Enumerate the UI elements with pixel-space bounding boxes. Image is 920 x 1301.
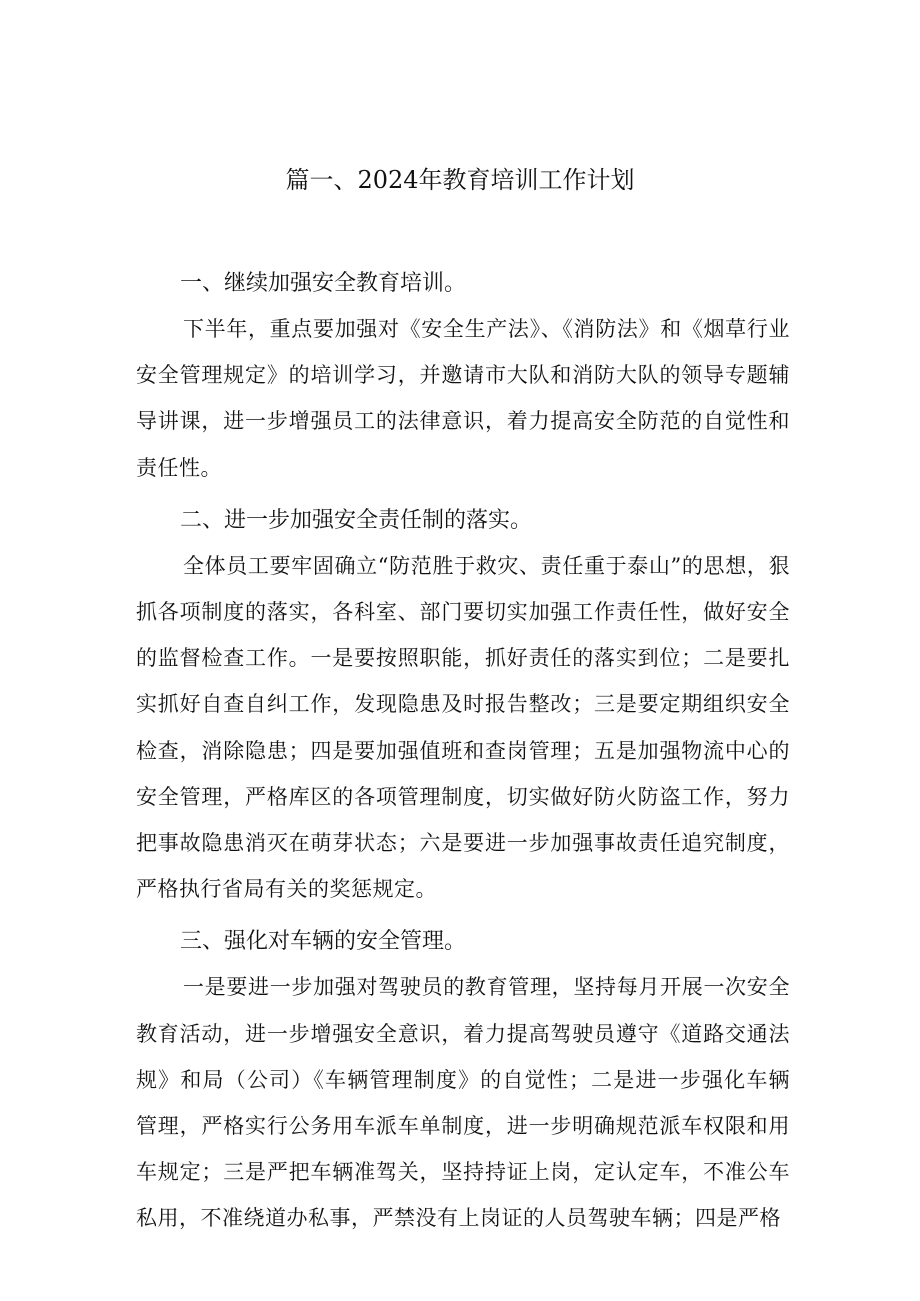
section-heading: 三、强化对车辆的安全管理。: [180, 929, 467, 955]
section-2: [136, 499, 790, 913]
section-heading: 二、进一步加强安全责任制的落实。: [180, 507, 533, 533]
section-paragraph: 下半年，重点要加强对《安全生产法》、《消防法》和《烟草行业安全管理规定》的培训学习，并邀请市大队和消防大队的领导专题辅导讲课，进一步增强员工的法律意识，着力提高安全防范的自觉性和责任性。: [136, 317, 790, 480]
document-body: [136, 262, 790, 1250]
document-title: 篇一、2024年教育培训工作计划: [285, 166, 635, 194]
section-1: [136, 262, 790, 491]
section-paragraph: 一是要进一步加强对驾驶员的教育管理，坚持每月开展一次安全教育活动，进一步增强安全意识，着力提高驾驶员遵守《道路交通法规》和局（公司）《车辆管理制度》的自觉性；二是进一步强化车辆管理，严格实行公务用车派车单制度，进一步明确规范派车权限和用车规定；三是严把车辆准驾关，坚持持证上岗，定认定车，不准公车私用，不准绕道办私事，严禁没有上岗证的人员驾驶车辆；四是严格: [136, 975, 790, 1231]
section-3: [136, 920, 790, 1241]
section-paragraph: 全体员工要牢固确立“防范胜于救灾、责任重于泰山”的思想，狠抓各项制度的落实，各科室、部门要切实加强工作责任性，做好安全的监督检查工作。一是要按照职能，抓好责任的落实到位；二是要扎实抓好自查自纠工作，发现隐患及时报告整改；三是要定期组织安全检查，消除隐患；四是要加强值班和查岗管理；五是加强物流中心的安全管理，严格库区的各项管理制度，切实做好防火防盗工作，努力把事故隐患消灭在萌芽状态；六是要进一步加强事故责任追究制度，严格执行省局有关的奖惩规定。: [136, 553, 790, 902]
section-heading: 一、继续加强安全教育培训。: [180, 271, 467, 296]
